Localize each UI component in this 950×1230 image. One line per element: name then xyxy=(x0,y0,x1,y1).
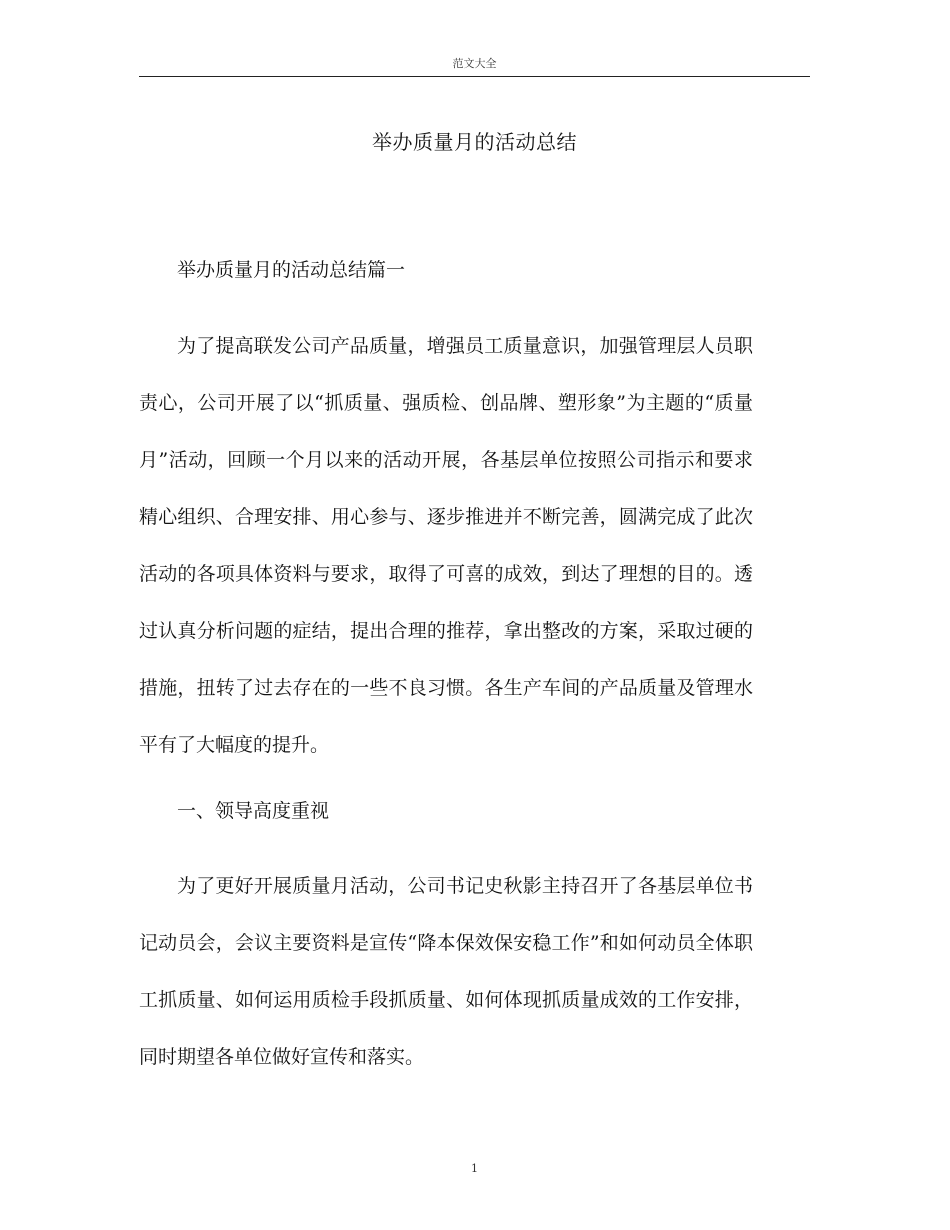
page-header: 范文大全 xyxy=(452,57,497,70)
header-divider xyxy=(139,76,810,77)
document-title: 举办质量月的活动总结 xyxy=(372,130,577,154)
paragraph-leadership: 为了更好开展质量月活动，公司书记史秋影主持召开了各基层单位书记动员会，会议主要资料是宣传“降本保效保安稳工作”和如何动员全体职工抓质量、如何运用质检手段抓质量、如何体现抓质量成效的工作安排，同时期望各单位做好宣传和落实。 xyxy=(139,875,753,1068)
section-heading-leadership: 一、领导高度重视 xyxy=(177,800,330,822)
page-number: 1 xyxy=(471,1162,478,1175)
section-subtitle: 举办质量月的活动总结篇一 xyxy=(177,259,406,281)
paragraph-intro: 为了提高联发公司产品质量，增强员工质量意识，加强管理层人员职责心，公司开展了以“抓质量、强质检、创品牌、塑形象”为主题的“质量月”活动，回顾一个月以来的活动开展，各基层单位按照公司指示和要求精心组织、合理安排、用心参与、逐步推进并不断完善，圆满完成了此次活动的各项具体资料与要求，取得了可喜的成效，到达了理想的目的。透过认真分析问题的症结，提出合理的推荐，拿出整改的方案，采取过硬的措施，扭转了过去存在的一些不良习惯。各生产车间的产品质量及管理水平有了大幅度的提升。 xyxy=(139,335,753,756)
